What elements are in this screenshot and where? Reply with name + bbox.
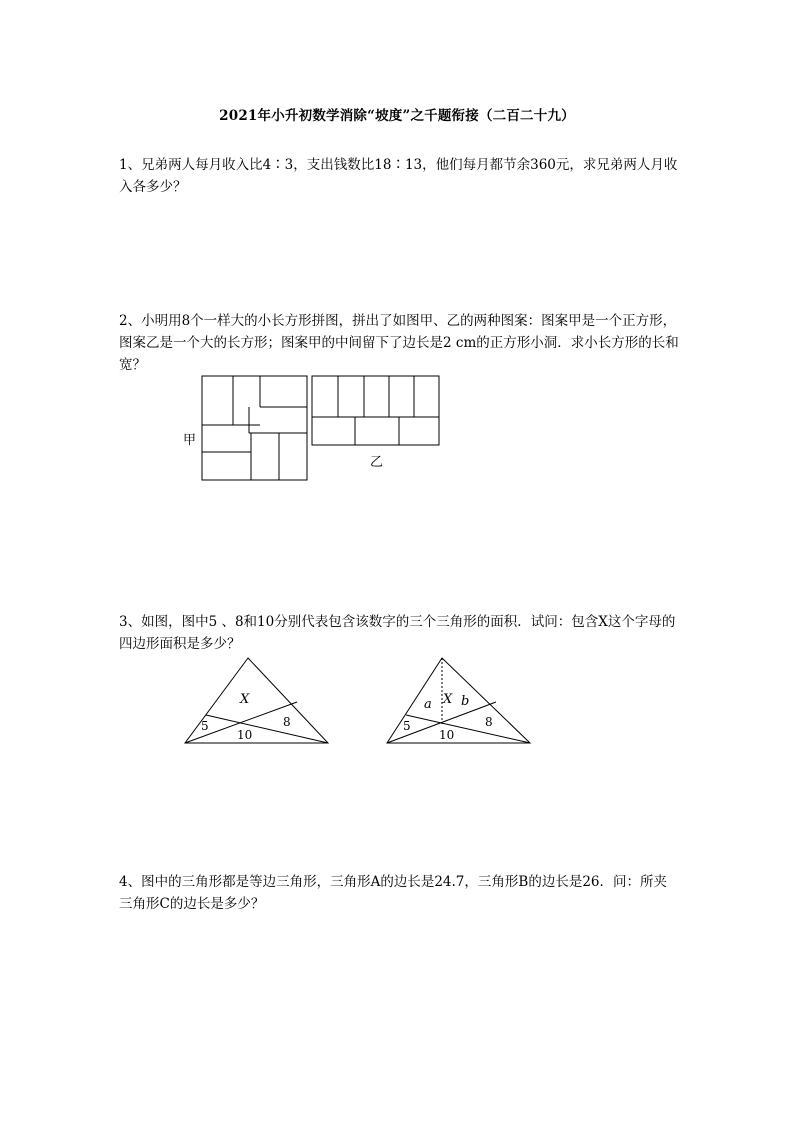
- label-5: 5: [403, 719, 411, 733]
- label-5: 5: [201, 719, 209, 733]
- question-4: 4、图中的三角形都是等边三角形，三角形A的边长是24.7，三角形B的边长是26．问：所夹三角形C的边长是多少？: [119, 874, 667, 912]
- figure-3-right: [382, 654, 536, 748]
- question-3: 3、如图，图中5 、8和10分别代表包含该数字的三个三角形的面积．试问：包含X这个字母的四边形面积是多少？: [119, 614, 676, 652]
- label-yi: 乙: [370, 455, 384, 470]
- figure-3-left: [180, 654, 334, 748]
- question-1: 1、兄弟两人每月收入比4∶3，支出钱数比18∶13，他们每月都节余360元，求兄弟两人月收入各多少？: [119, 157, 678, 195]
- label-b: b: [461, 694, 470, 709]
- label-10: 10: [237, 728, 253, 742]
- question-2: 2、小明用8个一样大的小长方形拼图，拼出了如图甲、乙的两种图案：图案甲是一个正方形，图案乙是一个大的长方形；图案甲的中间留下了边长是2 cm的正方形小洞．求小长方形的长和宽？: [119, 313, 679, 373]
- label-x: X: [443, 692, 453, 707]
- figure-jia: [178, 372, 312, 484]
- label-8: 8: [283, 715, 291, 729]
- label-jia: 甲: [183, 433, 197, 448]
- figure-yi: [308, 372, 444, 470]
- page-title: 2021年小升初数学消除“坡度”之千题衔接（二百二十九）: [219, 108, 575, 124]
- label-a: a: [424, 697, 432, 712]
- label-8: 8: [485, 715, 493, 729]
- label-10: 10: [439, 728, 455, 742]
- label-x: X: [240, 692, 250, 707]
